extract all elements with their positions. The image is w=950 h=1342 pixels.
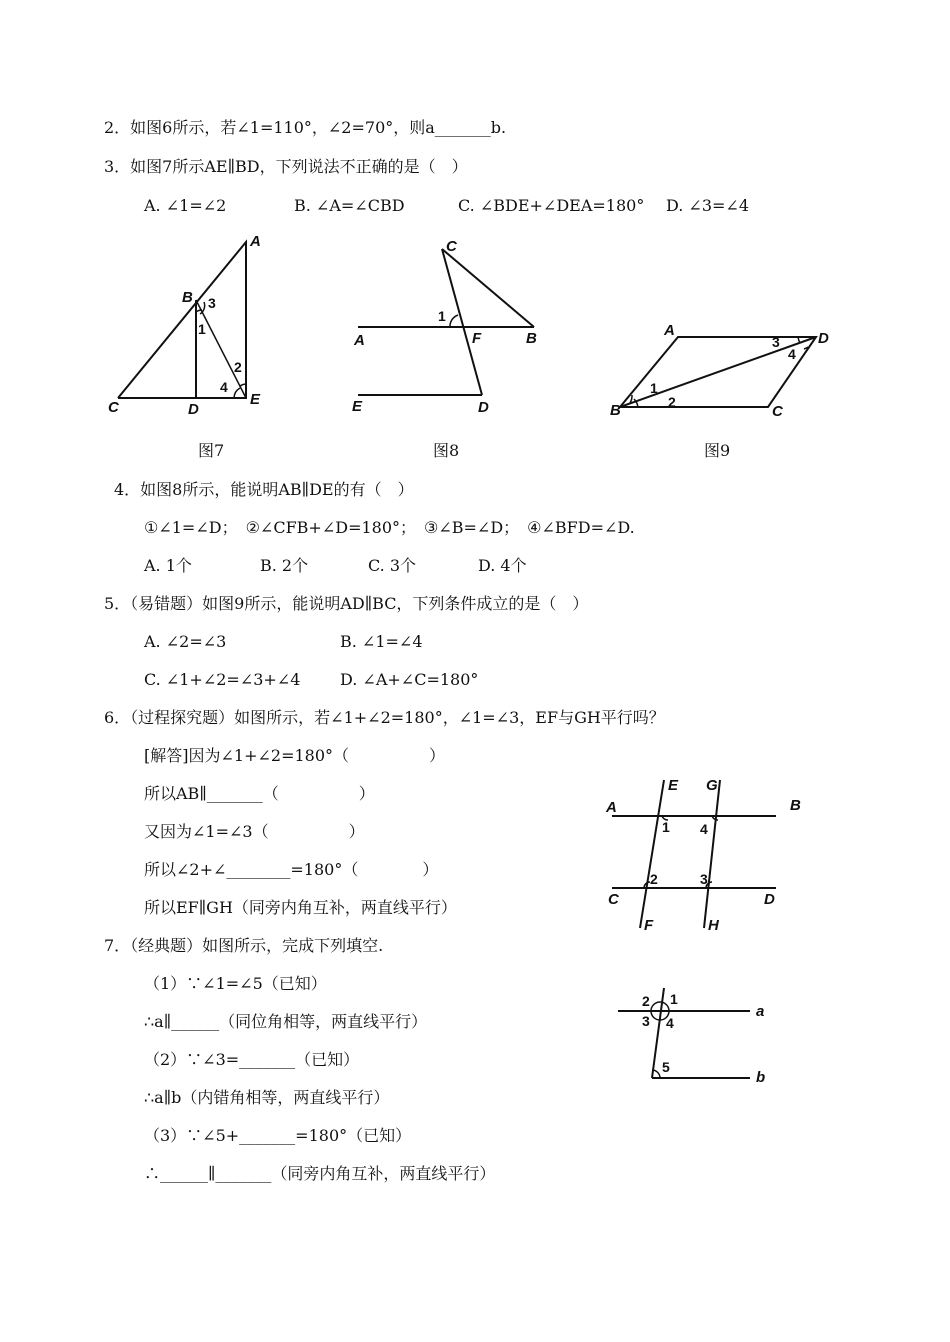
q7-line-4: ∴a∥b（内错角相等，两直线平行） bbox=[144, 1088, 390, 1107]
fig7-label-b: B bbox=[182, 289, 193, 306]
figure-8 bbox=[350, 235, 550, 420]
fig9-label-1: 1 bbox=[650, 380, 658, 396]
q3-option-c: C. ∠BDE+∠DEA=180° bbox=[458, 196, 645, 215]
fig9-label-c: C bbox=[772, 403, 783, 420]
fig9-label-b: B bbox=[610, 402, 621, 419]
fig7-label-c: C bbox=[108, 399, 119, 416]
q7-label-2: 2 bbox=[642, 993, 650, 1009]
q7-label-4: 4 bbox=[666, 1015, 674, 1031]
question-7-stem: 7．（经典题）如图所示，完成下列填空. bbox=[104, 936, 384, 955]
fig7-label-d: D bbox=[188, 401, 199, 418]
q7-label-5: 5 bbox=[662, 1059, 670, 1075]
fig8-label-a: A bbox=[354, 332, 365, 349]
q7-label-1: 1 bbox=[670, 991, 678, 1007]
q6-line-5: 所以EF∥GH（同旁内角互补，两直线平行） bbox=[144, 898, 457, 917]
fig9-label-d: D bbox=[818, 330, 829, 347]
q6-label-e: E bbox=[668, 777, 679, 794]
fig7-label-1: 1 bbox=[198, 321, 206, 337]
q3-option-a: A. ∠1=∠2 bbox=[144, 196, 227, 215]
fig7-label-a: A bbox=[250, 233, 261, 250]
q7-line-6: ∴______∥_______（同旁内角互补，两直线平行） bbox=[144, 1164, 496, 1183]
fig9-label-3: 3 bbox=[772, 334, 780, 350]
figure-q6 bbox=[604, 774, 814, 934]
q4-conditions: ①∠1=∠D； ②∠CFB+∠D=180°； ③∠B=∠D； ④∠BFD=∠D. bbox=[144, 518, 635, 537]
q6-line-2: 所以AB∥_______（ ） bbox=[144, 784, 375, 803]
q7-line-3: （2）∵∠3=_______（已知） bbox=[144, 1050, 360, 1069]
fig8-caption: 图8 bbox=[433, 441, 460, 460]
q6-label-4: 4 bbox=[700, 821, 708, 837]
q7-label-3: 3 bbox=[642, 1013, 650, 1029]
fig9-caption: 图9 bbox=[704, 441, 731, 460]
q7-line-1: （1）∵∠1=∠5（已知） bbox=[144, 974, 327, 993]
q7-line-5: （3）∵∠5+_______=180°（已知） bbox=[144, 1126, 412, 1145]
q6-label-d: D bbox=[764, 891, 775, 908]
question-6-stem: 6．（过程探究题）如图所示，若∠1+∠2=180°，∠1=∠3，EF与GH平行吗？ bbox=[104, 708, 665, 727]
fig7-label-2: 2 bbox=[234, 359, 242, 375]
q3-option-d: D. ∠3=∠4 bbox=[666, 196, 750, 215]
q4-option-d: D. 4个 bbox=[478, 556, 527, 575]
q6-label-3: 3 bbox=[700, 871, 708, 887]
fig8-arc-1 bbox=[450, 315, 458, 327]
fig7-caption: 图7 bbox=[198, 441, 225, 460]
q6-line-ef bbox=[640, 780, 664, 928]
q3-option-b: B. ∠A=∠CBD bbox=[294, 196, 405, 215]
fig8-label-b: B bbox=[526, 330, 537, 347]
q6-label-g: G bbox=[706, 777, 718, 794]
fig9-label-a: A bbox=[664, 322, 675, 339]
question-4-stem: 4．如图8所示，能说明AB∥DE的有（ ） bbox=[114, 480, 414, 499]
q6-line-4: 所以∠2+∠________=180°（ ） bbox=[144, 860, 439, 879]
fig7-arc-4 bbox=[234, 388, 240, 398]
q6-line-gh bbox=[704, 780, 720, 928]
question-2: 2．如图6所示，若∠1=110°，∠2=70°，则a_______b. bbox=[104, 118, 507, 137]
q5-option-b: B. ∠1=∠4 bbox=[340, 632, 423, 651]
q5-option-a: A. ∠2=∠3 bbox=[144, 632, 227, 651]
figure-q7 bbox=[612, 980, 772, 1090]
q4-option-a: A. 1个 bbox=[144, 556, 192, 575]
q6-line-1: [解答]因为∠1+∠2=180°（ ） bbox=[144, 746, 446, 765]
q6-line-3: 又因为∠1=∠3（ ） bbox=[144, 822, 365, 841]
fig8-label-d: D bbox=[478, 399, 489, 416]
figure-7 bbox=[100, 230, 280, 420]
q7-label-b: b bbox=[756, 1069, 766, 1086]
fig9-label-4: 4 bbox=[788, 346, 796, 362]
q7-line-2: ∴a∥______（同位角相等，两直线平行） bbox=[144, 1012, 428, 1031]
fig7-triangle bbox=[118, 242, 246, 398]
question-5-stem: 5．（易错题）如图9所示，能说明AD∥BC，下列条件成立的是（ ） bbox=[104, 594, 589, 613]
q4-option-b: B. 2个 bbox=[260, 556, 309, 575]
q6-label-c: C bbox=[608, 891, 619, 908]
q5-option-d: D. ∠A+∠C=180° bbox=[340, 670, 479, 689]
question-3-stem: 3．如图7所示AE∥BD，下列说法不正确的是（ ） bbox=[104, 157, 468, 176]
q6-label-1: 1 bbox=[662, 819, 670, 835]
figure-9 bbox=[610, 315, 840, 425]
q6-label-a: A bbox=[606, 799, 617, 816]
fig8-label-1: 1 bbox=[438, 308, 446, 324]
q6-label-2: 2 bbox=[650, 871, 658, 887]
fig9-label-2: 2 bbox=[668, 394, 676, 410]
fig8-label-e: E bbox=[352, 398, 363, 415]
fig8-label-c: C bbox=[446, 238, 457, 255]
q7-label-a: a bbox=[756, 1003, 765, 1020]
fig8-line-cd bbox=[442, 249, 482, 395]
fig7-label-3: 3 bbox=[208, 295, 216, 311]
q6-label-b: B bbox=[790, 797, 801, 814]
q6-label-f: F bbox=[644, 917, 654, 934]
q5-option-c: C. ∠1+∠2=∠3+∠4 bbox=[144, 670, 301, 689]
fig8-label-f: F bbox=[472, 330, 482, 347]
q4-option-c: C. 3个 bbox=[368, 556, 417, 575]
fig7-label-4: 4 bbox=[220, 379, 228, 395]
q6-label-h: H bbox=[708, 917, 719, 934]
fig7-label-e: E bbox=[250, 391, 261, 408]
